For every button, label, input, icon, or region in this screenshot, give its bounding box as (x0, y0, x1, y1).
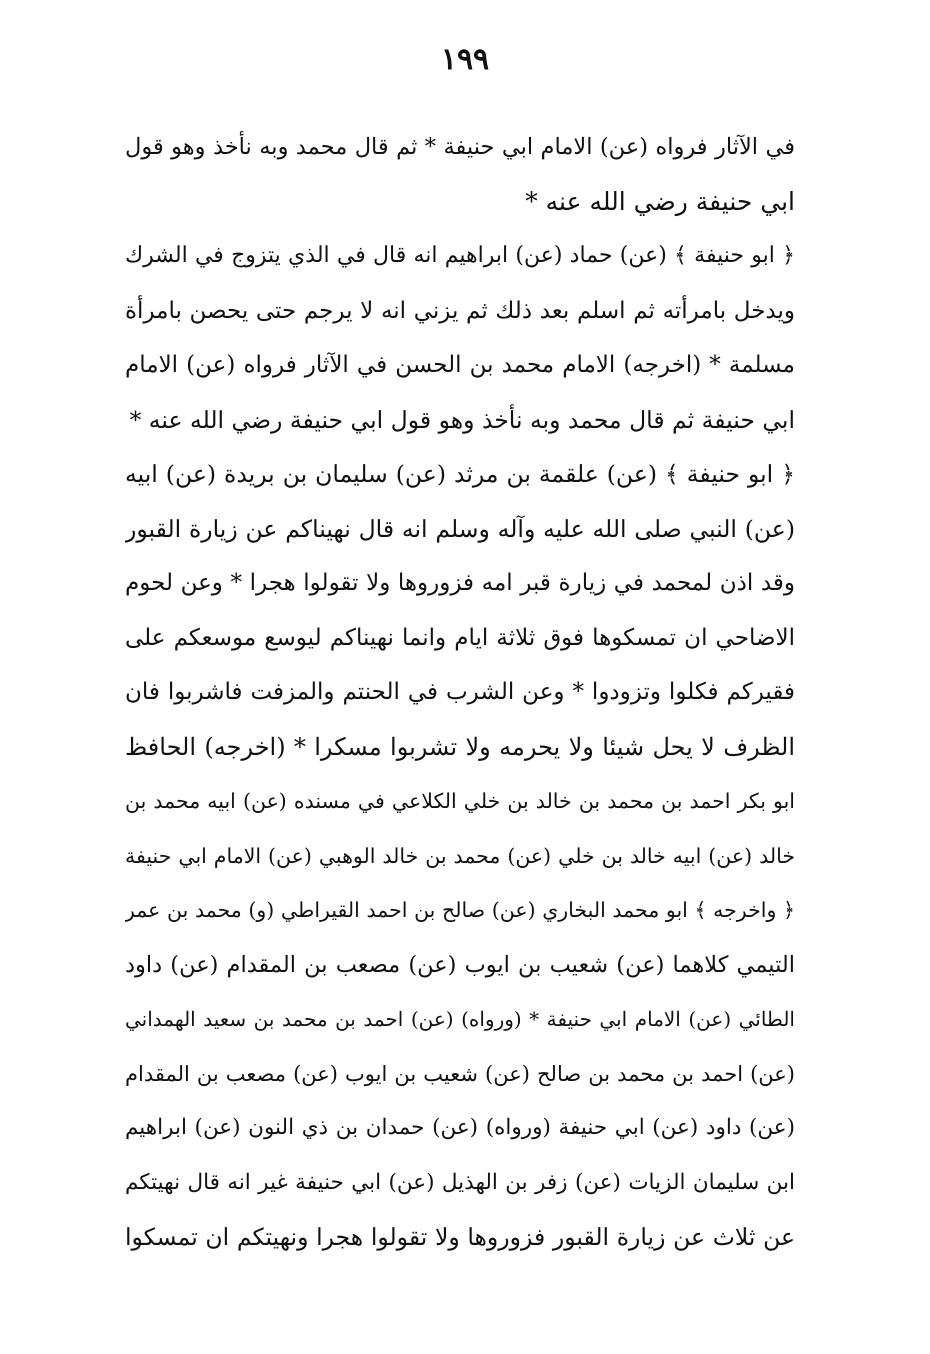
text-line: (عن) احمد بن محمد بن صالح (عن) شعيب بن ايوب (عن) مصعب بن المقدام (125, 1061, 795, 1086)
text-line: مسلمة * (اخرجه) الامام محمد بن الحسن في الآثار فرواه (عن) الامام (125, 352, 795, 378)
text-line: الاضاحي ان تمسكوها فوق ثلاثة ايام وانما نهيناكم ليوسع موسعكم على (125, 624, 795, 651)
text-line: الطائي (عن) الامام ابي حنيفة * (ورواه) (عن) احمد بن محمد بن سعيد الهمداني (125, 1007, 795, 1031)
text-line: ابن سليمان الزيات (عن) زفر بن الهذيل (عن) ابي حنيفة غير انه قال نهيتكم (125, 1169, 795, 1195)
text-line: في الآثار فرواه (عن) الامام ابي حنيفة * ثم قال محمد وبه نأخذ وهو قول (125, 134, 795, 160)
text-line: خالد (عن) ابيه خالد بن خلي (عن) محمد بن خالد الوهبي (عن) الامام ابي حنيفة (125, 843, 795, 868)
text-line: التيمي كلاهما (عن) شعيب بن ايوب (عن) مصعب بن المقدام (عن) داود (125, 951, 795, 978)
text-line: ﴿ ابو حنيفة ﴾ (عن) حماد (عن) ابراهيم انه قال في الذي يتزوج في الشرك (125, 243, 795, 268)
text-line: (عن) النبي صلى الله عليه وآله وسلم انه قال نهيناكم عن زيارة القبور (125, 514, 795, 543)
text-line: ﴿ واخرجه ﴾ ابو محمد البخاري (عن) صالح بن احمد القيراطي (و) محمد بن عمر (125, 898, 795, 922)
text-line: وقد اذن لمحمد في زيارة قبر امه فزوروها ولا تقولوا هجرا * وعن لحوم (125, 570, 795, 596)
text-line: فقيركم فكلوا وتزودوا * وعن الشرب في الحنتم والمزفت فاشربوا فان (125, 679, 795, 705)
text-line: عن ثلاث عن زيارة القبور فزوروها ولا تقولوا هجرا ونهيتكم ان تمسكوا (125, 1223, 795, 1251)
page-number: ١٩٩ (440, 42, 490, 77)
body-text (125, 120, 795, 1265)
text-line: ابي حنيفة رضي الله عنه * (525, 186, 795, 216)
text-line: الظرف لا يحل شيئا ولا يحرمه ولا تشربوا مسكرا * (اخرجه) الحافظ (125, 732, 795, 761)
text-line: ويدخل بامرأته ثم اسلم بعد ذلك ثم يزني انه لا يرجم حتى يحصن بامرأة (125, 297, 795, 324)
text-line: ابي حنيفة ثم قال محمد وبه نأخذ وهو قول ابي حنيفة رضي الله عنه * (129, 405, 795, 434)
text-line: ابو بكر احمد بن محمد بن خالد بن خلي الكلاعي في مسنده (عن) ابيه محمد بن (125, 789, 795, 813)
text-line: ﴿ ابو حنيفة ﴾ (عن) علقمة بن مرثد (عن) سليمان بن بريدة (عن) ابيه (125, 460, 795, 488)
text-line: (عن) داود (عن) ابي حنيفة (ورواه) (عن) حمدان بن ذي النون (عن) ابراهيم (125, 1115, 795, 1140)
